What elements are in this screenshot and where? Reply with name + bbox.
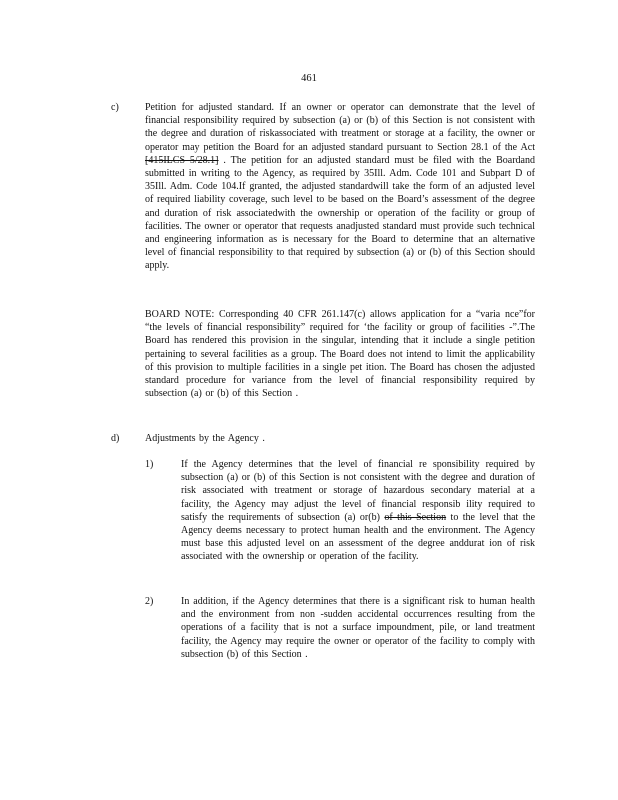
section-c-text-after-strike: . The petition for an adjusted standard must be filed with the Boardand submitted in writing to the Agency, as required by 35Ill. Adm. Code 101 and Subpart D of 35Ill. Adm. Code 104.If granted, the adjusted standardwill take the form of an adjusted level of required liability coverage, such level to be based on the Board’s assessment of the degree and duration of risk associatedwith the ownership or operation of the facility or group of facilities. The owner or operator that requests anadjusted standard must provide such technical and engineering information as is necessary for the Board to determine that an alternative level of financial responsibility to that required by subsection (a) or (b) of this Section should apply. — [145, 154, 535, 272]
item-1-text-after-strike: to the level that the Agency deems necessary to protect human health and the environment. The Agency must base this adjusted level on an assessment of the degree anddurat ion of risk associated with the ownership or operation of the facility. — [181, 511, 536, 563]
section-d-heading: Adjustments by the Agency . — [145, 433, 265, 444]
item-1-paragraph — [181, 458, 535, 564]
section-c-text-before-strike: Petition for adjusted standard. If an owner or operator can demonstrate that the level of financial responsibility required by subsection (a) or (b) of this Section is not consistent with the degree and duration of riskassociated with treatment or storage at a facility, the owner or operator may petition the Board for an adjusted standard pursuant to Section 28.1 of the Act — [145, 102, 535, 153]
item-2-paragraph: In addition, if the Agency determines that there is a significant risk to human health and the environment from non -sudden accidental occurrences resulting from the operations of a facility that is not a surface impoundment, pile, or land treatment facility, the Agency may require the owner or operator of the facility to comply with subsection (b) of this Section . — [181, 596, 535, 660]
section-c-marker: c) — [111, 102, 119, 113]
item-2-marker: 2) — [145, 596, 154, 607]
page-number: 461 — [301, 73, 317, 84]
item-1-strikethrough-text: of this Section — [384, 511, 447, 523]
section-c-strikethrough-citation: [415ILCS 5/28.1] — [145, 154, 219, 166]
item-1-marker: 1) — [145, 459, 154, 470]
item-1-text-before-strike: If the Agency determines that the level of financial re sponsibility required by subsection (a) or (b) of this Section is not consistent with the degree and duration of risk associated with treatment or storage of hazardous secondary material at a facility, the Agency may adjust the level of financial responsib ility required to satisfy the requirements of subsection (a) or(b) — [181, 459, 535, 523]
board-note-paragraph: BOARD NOTE: Corresponding 40 CFR 261.147(c) allows application for a “varia nce”for “the levels of financial responsibility” required for ‘the facility or group of facilities -”.The Board has rendered this provision in the singular, intending that it include a single petition pertaining to several facilities as a group. The Board does not intend to limit the applicability of this provision to multiple facilities in a single pet ition. The Board has chosen the adjusted standard procedure for variance from the level of financial responsibility required by subsection (a) or (b) of this Section . — [145, 309, 535, 400]
section-d-marker: d) — [111, 433, 120, 444]
section-c-paragraph — [145, 101, 535, 273]
